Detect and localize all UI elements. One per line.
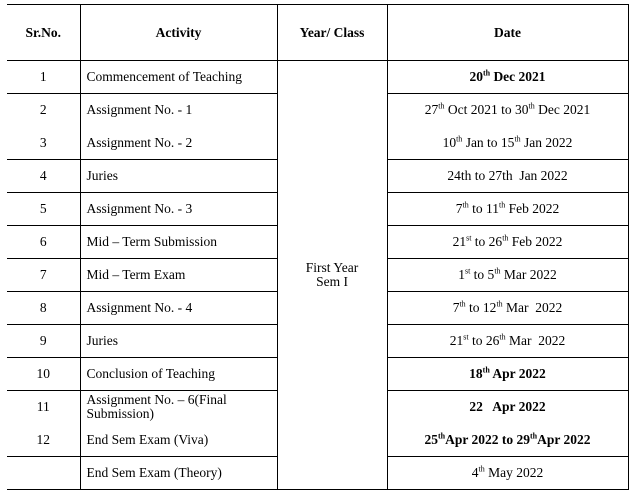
cell-date: 22 Apr 2022 — [387, 391, 628, 424]
cell-date: 21st to 26th Mar 2022 — [387, 325, 628, 358]
cell-date: 25thApr 2022 to 29thApr 2022 — [387, 424, 628, 457]
cell-activity: Assignment No. - 2 — [80, 127, 277, 160]
cell-sr-no: 4 — [7, 160, 80, 193]
cell-sr-no: 9 — [7, 325, 80, 358]
cell-sr-no: 5 — [7, 193, 80, 226]
cell-activity: Commencement of Teaching — [80, 61, 277, 94]
cell-sr-no: 2 — [7, 94, 80, 127]
cell-activity: Juries — [80, 325, 277, 358]
academic-calendar-table — [7, 4, 629, 490]
cell-date: 21st to 26th Feb 2022 — [387, 226, 628, 259]
header-date: Date — [387, 5, 628, 61]
cell-activity: Mid – Term Submission — [80, 226, 277, 259]
cell-year-class — [277, 61, 387, 490]
header-activity: Activity — [80, 5, 277, 61]
cell-sr-no: 3 — [7, 127, 80, 160]
cell-date: 27th Oct 2021 to 30th Dec 2021 — [387, 94, 628, 127]
cell-sr-no — [7, 457, 80, 490]
cell-activity: End Sem Exam (Viva) — [80, 424, 277, 457]
cell-date: 20th Dec 2021 — [387, 61, 628, 94]
cell-date: 1st to 5th Mar 2022 — [387, 259, 628, 292]
cell-activity: Mid – Term Exam — [80, 259, 277, 292]
cell-activity: Assignment No. - 1 — [80, 94, 277, 127]
table-row — [7, 61, 628, 94]
header-sr-no: Sr.No. — [7, 5, 80, 61]
cell-sr-no: 6 — [7, 226, 80, 259]
cell-activity: Assignment No. - 3 — [80, 193, 277, 226]
header-year-class: Year/ Class — [277, 5, 387, 61]
cell-date: 7th to 11th Feb 2022 — [387, 193, 628, 226]
cell-sr-no: 10 — [7, 358, 80, 391]
cell-sr-no: 8 — [7, 292, 80, 325]
cell-sr-no: 12 — [7, 424, 80, 457]
cell-date: 10th Jan to 15th Jan 2022 — [387, 127, 628, 160]
cell-date: 7th to 12th Mar 2022 — [387, 292, 628, 325]
cell-activity: Conclusion of Teaching — [80, 358, 277, 391]
cell-sr-no: 11 — [7, 391, 80, 424]
cell-date: 24th to 27th Jan 2022 — [387, 160, 628, 193]
cell-activity: Assignment No. – 6(Final Submission) — [80, 391, 277, 424]
cell-date: 4th May 2022 — [387, 457, 628, 490]
table-body — [7, 61, 628, 490]
year-class-line-2: Sem I — [316, 274, 348, 289]
cell-activity: Juries — [80, 160, 277, 193]
year-class-line-1: First Year — [305, 260, 359, 275]
cell-date: 18th Apr 2022 — [387, 358, 628, 391]
cell-sr-no: 7 — [7, 259, 80, 292]
cell-activity: Assignment No. - 4 — [80, 292, 277, 325]
cell-activity: End Sem Exam (Theory) — [80, 457, 277, 490]
cell-sr-no: 1 — [7, 61, 80, 94]
header-row — [7, 5, 628, 61]
